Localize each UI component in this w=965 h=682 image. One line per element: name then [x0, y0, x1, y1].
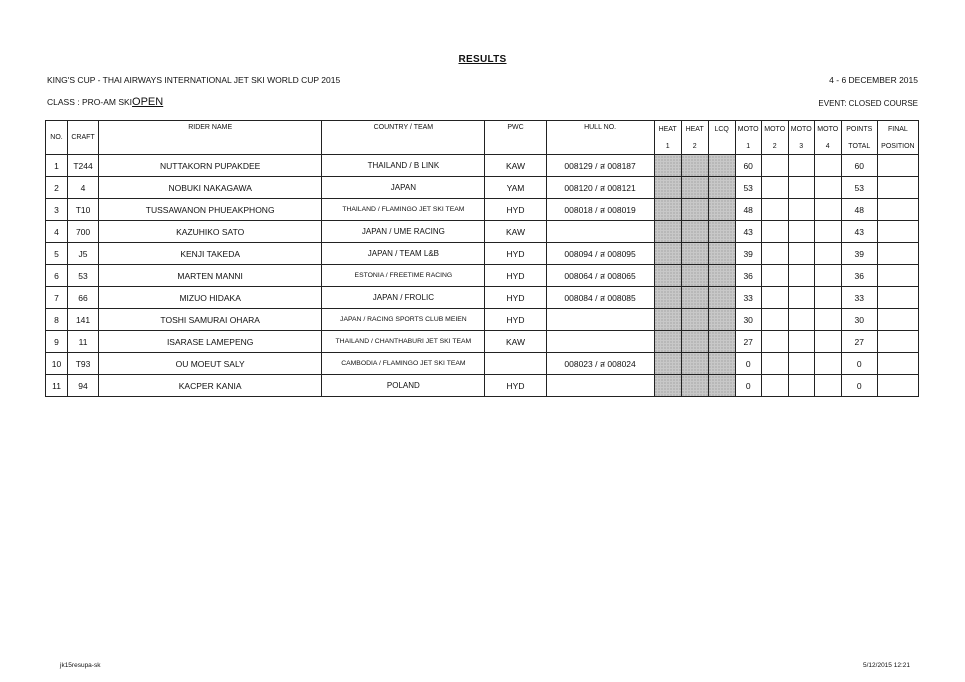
cell-moto1: 36: [735, 265, 761, 287]
cell-total: 39: [841, 243, 877, 265]
results-table: [45, 120, 919, 397]
cell-heat1: [654, 353, 681, 375]
cell-no: 7: [46, 287, 68, 309]
cell-heat1: [654, 287, 681, 309]
cell-moto3: [788, 331, 814, 353]
cell-moto2: [761, 243, 788, 265]
cell-heat2: [681, 265, 708, 287]
results-body: [46, 155, 919, 397]
cell-heat1: [654, 177, 681, 199]
header-moto2: MOTO: [761, 121, 788, 139]
cell-moto3: [788, 199, 814, 221]
cell-team: JAPAN / RACING SPORTS CLUB MEIEN: [322, 309, 485, 331]
cell-pwc: HYD: [485, 243, 546, 265]
cell-heat1: [654, 309, 681, 331]
cell-craft: T93: [68, 353, 99, 375]
cell-craft: 700: [68, 221, 99, 243]
cell-no: 10: [46, 353, 68, 375]
cell-moto1: 48: [735, 199, 761, 221]
cell-pwc: HYD: [485, 265, 546, 287]
table-row: [46, 331, 919, 353]
cell-pwc: HYD: [485, 199, 546, 221]
cell-pwc: KAW: [485, 221, 546, 243]
cell-moto3: [788, 177, 814, 199]
cell-lcq: [708, 155, 735, 177]
cell-heat2: [681, 177, 708, 199]
cell-team: JAPAN / UME RACING: [322, 221, 485, 243]
cell-hull: 008018 / ส 008019: [546, 199, 654, 221]
cell-team: JAPAN / TEAM L&B: [322, 243, 485, 265]
header-moto1: MOTO: [735, 121, 761, 139]
cell-hull: 008023 / ส 008024: [546, 353, 654, 375]
cell-rider: MIZUO HIDAKA: [99, 287, 322, 309]
cell-total: 27: [841, 331, 877, 353]
table-row: [46, 177, 919, 199]
cell-heat1: [654, 155, 681, 177]
cell-final: [877, 155, 918, 177]
table-row: [46, 199, 919, 221]
cell-craft: 94: [68, 375, 99, 397]
cell-moto1: 39: [735, 243, 761, 265]
cell-moto3: [788, 287, 814, 309]
footer-file: jk15resupa-sk: [60, 662, 101, 669]
cell-heat2: [681, 375, 708, 397]
cell-moto1: 53: [735, 177, 761, 199]
cell-moto4: [814, 177, 841, 199]
cell-hull: [546, 309, 654, 331]
cell-total: 53: [841, 177, 877, 199]
cell-heat2: [681, 243, 708, 265]
header-no: NO.: [46, 121, 68, 155]
cell-rider: TUSSAWANON PHUEAKPHONG: [99, 199, 322, 221]
cell-final: [877, 375, 918, 397]
cell-rider: KACPER KANIA: [99, 375, 322, 397]
cell-lcq: [708, 221, 735, 243]
cell-no: 8: [46, 309, 68, 331]
cell-moto3: [788, 375, 814, 397]
page-title: RESULTS: [458, 54, 507, 65]
cell-final: [877, 199, 918, 221]
cell-final: [877, 177, 918, 199]
cell-moto2: [761, 199, 788, 221]
cell-total: 0: [841, 375, 877, 397]
cell-pwc: YAM: [485, 177, 546, 199]
cell-rider: ISARASE LAMEPENG: [99, 331, 322, 353]
cell-moto3: [788, 309, 814, 331]
cell-hull: 008120 / ส 008121: [546, 177, 654, 199]
cell-lcq: [708, 287, 735, 309]
cell-lcq: [708, 375, 735, 397]
header-pwc: PWC: [485, 121, 546, 155]
cell-moto4: [814, 155, 841, 177]
cell-moto4: [814, 309, 841, 331]
cell-hull: 008094 / ส 008095: [546, 243, 654, 265]
cell-moto4: [814, 243, 841, 265]
cell-hull: [546, 331, 654, 353]
cell-total: 48: [841, 199, 877, 221]
cell-hull: 008084 / ส 008085: [546, 287, 654, 309]
event-name: KING'S CUP - THAI AIRWAYS INTERNATIONAL JET SKI WORLD CUP 2015: [47, 75, 341, 85]
cell-heat1: [654, 265, 681, 287]
cell-moto1: 27: [735, 331, 761, 353]
cell-craft: T244: [68, 155, 99, 177]
table-row: [46, 375, 919, 397]
cell-team: THAILAND / B LINK: [322, 155, 485, 177]
footer-printed: 5/12/2015 12:21: [863, 662, 910, 669]
cell-no: 11: [46, 375, 68, 397]
event-dates: 4 - 6 DECEMBER 2015: [829, 75, 918, 85]
header-moto1-num: 1: [735, 138, 761, 155]
header-moto4: MOTO: [814, 121, 841, 139]
cell-rider: NOBUKI NAKAGAWA: [99, 177, 322, 199]
cell-craft: T10: [68, 199, 99, 221]
header-moto3-num: 3: [788, 138, 814, 155]
cell-moto3: [788, 265, 814, 287]
cell-total: 30: [841, 309, 877, 331]
cell-final: [877, 265, 918, 287]
cell-final: [877, 243, 918, 265]
cell-moto2: [761, 177, 788, 199]
cell-heat2: [681, 221, 708, 243]
cell-moto2: [761, 287, 788, 309]
cell-moto4: [814, 375, 841, 397]
cell-hull: [546, 221, 654, 243]
cell-rider: TOSHI SAMURAI OHARA: [99, 309, 322, 331]
cell-no: 2: [46, 177, 68, 199]
cell-moto1: 0: [735, 353, 761, 375]
cell-lcq: [708, 309, 735, 331]
cell-team: CAMBODIA / FLAMINGO JET SKI TEAM: [322, 353, 485, 375]
cell-hull: 008064 / ส 008065: [546, 265, 654, 287]
cell-hull: [546, 375, 654, 397]
header-points: POINTS: [841, 121, 877, 139]
cell-moto3: [788, 243, 814, 265]
cell-pwc: HYD: [485, 309, 546, 331]
cell-craft: 53: [68, 265, 99, 287]
header-lcq: LCQ: [708, 121, 735, 139]
cell-moto1: 0: [735, 375, 761, 397]
cell-no: 5: [46, 243, 68, 265]
cell-heat2: [681, 331, 708, 353]
cell-pwc: [485, 353, 546, 375]
cell-lcq: [708, 243, 735, 265]
class-line: [47, 96, 163, 108]
cell-heat1: [654, 331, 681, 353]
cell-no: 4: [46, 221, 68, 243]
cell-moto1: 43: [735, 221, 761, 243]
cell-no: 6: [46, 265, 68, 287]
cell-pwc: HYD: [485, 287, 546, 309]
cell-moto1: 60: [735, 155, 761, 177]
header-moto4-num: 4: [814, 138, 841, 155]
cell-lcq: [708, 353, 735, 375]
header-heat2: HEAT: [681, 121, 708, 139]
cell-moto2: [761, 375, 788, 397]
cell-total: 60: [841, 155, 877, 177]
cell-moto2: [761, 309, 788, 331]
cell-team: THAILAND / CHANTHABURI JET SKI TEAM: [322, 331, 485, 353]
cell-hull: 008129 / ส 008187: [546, 155, 654, 177]
cell-moto4: [814, 265, 841, 287]
cell-heat2: [681, 155, 708, 177]
class-prefix: CLASS : PRO-AM SKI: [47, 97, 133, 107]
cell-craft: 4: [68, 177, 99, 199]
cell-team: JAPAN / FROLIC: [322, 287, 485, 309]
cell-moto3: [788, 221, 814, 243]
cell-moto1: 33: [735, 287, 761, 309]
header-moto3: MOTO: [788, 121, 814, 139]
cell-moto2: [761, 353, 788, 375]
header-hull: HULL NO.: [546, 121, 654, 155]
cell-final: [877, 309, 918, 331]
cell-heat1: [654, 221, 681, 243]
cell-moto4: [814, 353, 841, 375]
header-final: FINAL: [877, 121, 918, 139]
table-row: [46, 221, 919, 243]
cell-moto4: [814, 287, 841, 309]
cell-moto3: [788, 155, 814, 177]
cell-lcq: [708, 177, 735, 199]
cell-moto2: [761, 265, 788, 287]
cell-total: 33: [841, 287, 877, 309]
cell-heat2: [681, 199, 708, 221]
header-team: COUNTRY / TEAM: [322, 121, 485, 155]
cell-no: 9: [46, 331, 68, 353]
cell-team: POLAND: [322, 375, 485, 397]
table-row: [46, 265, 919, 287]
header-craft: CRAFT: [68, 121, 99, 155]
header-final-position: POSITION: [877, 138, 918, 155]
cell-rider: KAZUHIKO SATO: [99, 221, 322, 243]
cell-craft: 66: [68, 287, 99, 309]
cell-lcq: [708, 331, 735, 353]
table-row: [46, 243, 919, 265]
cell-rider: MARTEN MANNI: [99, 265, 322, 287]
cell-final: [877, 353, 918, 375]
cell-heat1: [654, 199, 681, 221]
cell-heat2: [681, 353, 708, 375]
header-points-total: TOTAL: [841, 138, 877, 155]
cell-moto4: [814, 331, 841, 353]
cell-moto4: [814, 221, 841, 243]
cell-lcq: [708, 265, 735, 287]
cell-moto2: [761, 155, 788, 177]
cell-total: 0: [841, 353, 877, 375]
cell-moto2: [761, 331, 788, 353]
header-lcq-blank: [708, 138, 735, 155]
cell-team: ESTONIA / FREETIME RACING: [322, 265, 485, 287]
cell-pwc: HYD: [485, 375, 546, 397]
header-heat1: HEAT: [654, 121, 681, 139]
cell-heat1: [654, 375, 681, 397]
table-row: [46, 287, 919, 309]
table-row: [46, 353, 919, 375]
cell-craft: 11: [68, 331, 99, 353]
cell-team: THAILAND / FLAMINGO JET SKI TEAM: [322, 199, 485, 221]
cell-heat2: [681, 287, 708, 309]
cell-moto2: [761, 221, 788, 243]
cell-final: [877, 287, 918, 309]
cell-final: [877, 221, 918, 243]
cell-lcq: [708, 199, 735, 221]
cell-rider: OU MOEUT SALY: [99, 353, 322, 375]
cell-moto3: [788, 353, 814, 375]
header-moto2-num: 2: [761, 138, 788, 155]
cell-craft: 141: [68, 309, 99, 331]
cell-craft: J5: [68, 243, 99, 265]
cell-no: 1: [46, 155, 68, 177]
table-row: [46, 155, 919, 177]
header-heat2-num: 2: [681, 138, 708, 155]
event-venue: EVENT: CLOSED COURSE: [818, 99, 918, 108]
cell-rider: KENJI TAKEDA: [99, 243, 322, 265]
cell-moto1: 30: [735, 309, 761, 331]
cell-total: 43: [841, 221, 877, 243]
header-rider: RIDER NAME: [99, 121, 322, 155]
cell-no: 3: [46, 199, 68, 221]
cell-total: 36: [841, 265, 877, 287]
cell-final: [877, 331, 918, 353]
class-name: OPEN: [132, 96, 164, 108]
cell-rider: NUTTAKORN PUPAKDEE: [99, 155, 322, 177]
cell-pwc: KAW: [485, 155, 546, 177]
cell-heat2: [681, 309, 708, 331]
cell-team: JAPAN: [322, 177, 485, 199]
cell-moto4: [814, 199, 841, 221]
cell-heat1: [654, 243, 681, 265]
cell-pwc: KAW: [485, 331, 546, 353]
header-heat1-num: 1: [654, 138, 681, 155]
table-row: [46, 309, 919, 331]
